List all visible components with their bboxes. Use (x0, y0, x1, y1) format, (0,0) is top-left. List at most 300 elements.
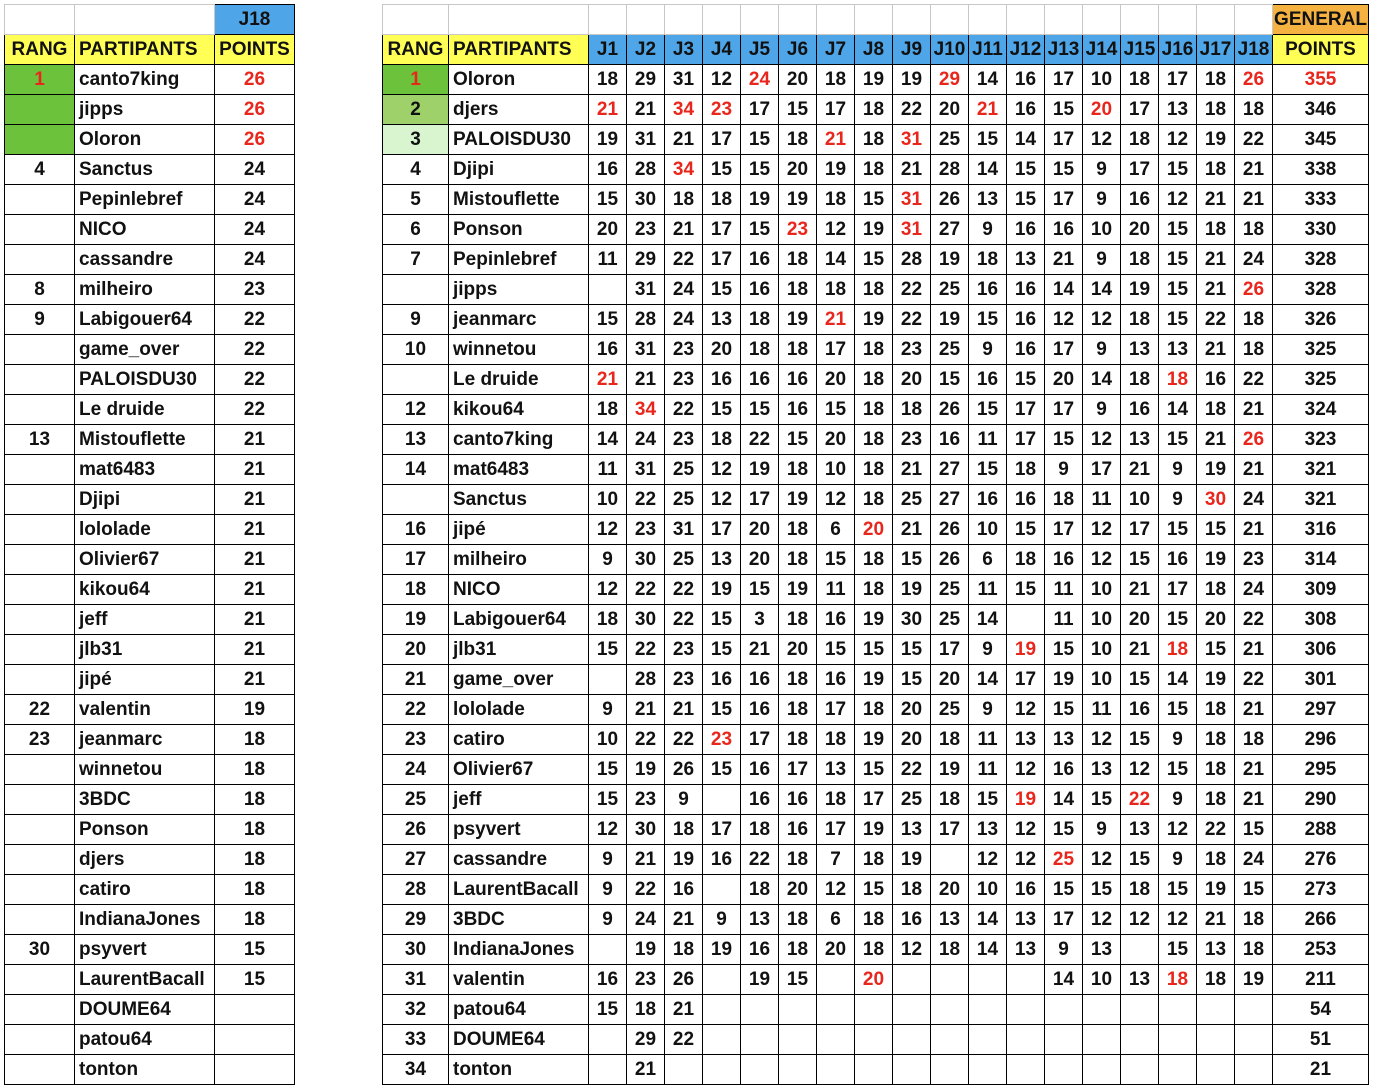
score-cell[interactable]: 12 (1083, 515, 1121, 545)
score-cell[interactable]: 18 (1159, 635, 1197, 665)
score-cell[interactable]: 28 (627, 155, 665, 185)
points-cell[interactable]: 24 (215, 245, 295, 275)
score-cell[interactable] (779, 1055, 817, 1085)
score-cell[interactable]: 10 (1083, 635, 1121, 665)
score-cell[interactable]: 13 (1159, 335, 1197, 365)
score-cell[interactable]: 12 (703, 65, 741, 95)
score-cell[interactable]: 19 (855, 725, 893, 755)
score-cell[interactable]: 14 (1083, 365, 1121, 395)
participant-cell[interactable]: canto7king (75, 65, 215, 95)
score-cell[interactable]: 18 (1045, 485, 1083, 515)
score-cell[interactable]: 19 (779, 485, 817, 515)
participant-cell[interactable]: LaurentBacall (75, 965, 215, 995)
score-cell[interactable]: 23 (627, 785, 665, 815)
rank-cell[interactable]: 8 (5, 275, 75, 305)
score-cell[interactable]: 12 (1083, 545, 1121, 575)
rank-cell[interactable] (383, 365, 449, 395)
score-cell[interactable]: 11 (969, 755, 1007, 785)
score-cell[interactable] (817, 965, 855, 995)
total-points-cell[interactable]: 211 (1273, 965, 1369, 995)
score-cell[interactable]: 25 (893, 485, 931, 515)
score-cell[interactable]: 21 (627, 365, 665, 395)
score-cell[interactable]: 23 (665, 635, 703, 665)
score-cell[interactable]: 13 (1121, 815, 1159, 845)
score-cell[interactable]: 28 (627, 305, 665, 335)
score-cell[interactable] (969, 965, 1007, 995)
score-cell[interactable]: 17 (779, 755, 817, 785)
total-points-cell[interactable]: 325 (1273, 365, 1369, 395)
score-cell[interactable]: 15 (1159, 695, 1197, 725)
score-cell[interactable]: 13 (817, 755, 855, 785)
score-cell[interactable]: 15 (703, 155, 741, 185)
total-points-cell[interactable]: 266 (1273, 905, 1369, 935)
score-cell[interactable]: 23 (665, 425, 703, 455)
score-cell[interactable]: 15 (817, 395, 855, 425)
col-participant-header[interactable]: PARTIPANTS (75, 35, 215, 65)
score-cell[interactable] (589, 935, 627, 965)
score-cell[interactable]: 18 (1197, 845, 1235, 875)
score-cell[interactable]: 19 (1197, 545, 1235, 575)
score-cell[interactable]: 15 (1159, 155, 1197, 185)
score-cell[interactable]: 20 (893, 365, 931, 395)
score-cell[interactable] (1007, 995, 1045, 1025)
score-cell[interactable]: 11 (589, 245, 627, 275)
total-points-cell[interactable]: 276 (1273, 845, 1369, 875)
rank-cell[interactable] (5, 905, 75, 935)
score-cell[interactable]: 22 (665, 575, 703, 605)
total-points-cell[interactable]: 54 (1273, 995, 1369, 1025)
score-cell[interactable]: 11 (969, 725, 1007, 755)
total-points-cell[interactable]: 308 (1273, 605, 1369, 635)
score-cell[interactable]: 16 (703, 665, 741, 695)
points-cell[interactable]: 21 (215, 455, 295, 485)
score-cell[interactable]: 12 (703, 485, 741, 515)
participant-cell[interactable]: kikou64 (449, 395, 589, 425)
score-cell[interactable]: 9 (703, 905, 741, 935)
score-cell[interactable]: 19 (627, 755, 665, 785)
score-cell[interactable]: 18 (779, 905, 817, 935)
score-cell[interactable]: 21 (1197, 425, 1235, 455)
score-cell[interactable]: 19 (1007, 635, 1045, 665)
score-cell[interactable]: 13 (893, 815, 931, 845)
score-cell[interactable]: 25 (665, 455, 703, 485)
score-cell[interactable]: 19 (779, 185, 817, 215)
score-cell[interactable]: 31 (893, 125, 931, 155)
score-cell[interactable]: 12 (1083, 845, 1121, 875)
participant-cell[interactable]: 3BDC (75, 785, 215, 815)
header-spacer[interactable] (627, 5, 665, 35)
score-cell[interactable]: 21 (1235, 785, 1273, 815)
score-cell[interactable]: 14 (589, 425, 627, 455)
rank-cell[interactable] (5, 575, 75, 605)
score-cell[interactable]: 23 (627, 215, 665, 245)
score-cell[interactable]: 19 (779, 575, 817, 605)
score-cell[interactable]: 10 (1083, 215, 1121, 245)
score-cell[interactable]: 13 (741, 905, 779, 935)
score-cell[interactable] (1197, 995, 1235, 1025)
score-cell[interactable]: 15 (1007, 155, 1045, 185)
rank-cell[interactable]: 14 (383, 455, 449, 485)
score-cell[interactable]: 15 (1007, 185, 1045, 215)
rank-cell[interactable]: 30 (5, 935, 75, 965)
score-cell[interactable]: 9 (1159, 845, 1197, 875)
rank-cell[interactable] (5, 95, 75, 125)
total-points-cell[interactable]: 345 (1273, 125, 1369, 155)
score-cell[interactable]: 16 (1045, 545, 1083, 575)
score-cell[interactable]: 26 (1235, 275, 1273, 305)
header-spacer[interactable] (817, 5, 855, 35)
score-cell[interactable]: 23 (665, 335, 703, 365)
participant-cell[interactable]: catiro (75, 875, 215, 905)
score-cell[interactable]: 20 (1121, 215, 1159, 245)
round-header-j16[interactable]: J16 (1159, 35, 1197, 65)
score-cell[interactable]: 12 (1159, 185, 1197, 215)
participant-cell[interactable]: Mistouflette (449, 185, 589, 215)
rank-cell[interactable] (5, 995, 75, 1025)
score-cell[interactable]: 20 (1197, 605, 1235, 635)
score-cell[interactable] (931, 965, 969, 995)
score-cell[interactable]: 19 (741, 965, 779, 995)
score-cell[interactable] (703, 785, 741, 815)
score-cell[interactable] (665, 1055, 703, 1085)
score-cell[interactable]: 18 (779, 845, 817, 875)
score-cell[interactable]: 20 (893, 725, 931, 755)
score-cell[interactable]: 15 (589, 305, 627, 335)
points-cell[interactable]: 21 (215, 635, 295, 665)
col-rank-header[interactable]: RANG (5, 35, 75, 65)
score-cell[interactable]: 18 (855, 935, 893, 965)
score-cell[interactable]: 18 (1197, 95, 1235, 125)
rank-cell[interactable] (5, 395, 75, 425)
rank-cell[interactable] (5, 245, 75, 275)
participant-cell[interactable]: lololade (75, 515, 215, 545)
score-cell[interactable]: 21 (1235, 515, 1273, 545)
round-header-j15[interactable]: J15 (1121, 35, 1159, 65)
score-cell[interactable]: 28 (931, 155, 969, 185)
score-cell[interactable]: 16 (741, 275, 779, 305)
score-cell[interactable]: 18 (1159, 965, 1197, 995)
score-cell[interactable]: 19 (1121, 275, 1159, 305)
score-cell[interactable]: 15 (855, 875, 893, 905)
score-cell[interactable]: 18 (589, 395, 627, 425)
score-cell[interactable]: 23 (665, 365, 703, 395)
round-header-j4[interactable]: J4 (703, 35, 741, 65)
participant-cell[interactable]: Labigouer64 (75, 305, 215, 335)
score-cell[interactable]: 15 (589, 755, 627, 785)
score-cell[interactable]: 18 (1235, 905, 1273, 935)
rank-cell[interactable] (383, 275, 449, 305)
score-cell[interactable]: 19 (893, 845, 931, 875)
header-spacer[interactable] (741, 5, 779, 35)
rank-cell[interactable] (5, 785, 75, 815)
score-cell[interactable]: 21 (1235, 455, 1273, 485)
score-cell[interactable] (969, 995, 1007, 1025)
score-cell[interactable]: 19 (627, 935, 665, 965)
score-cell[interactable]: 15 (855, 185, 893, 215)
score-cell[interactable]: 18 (741, 335, 779, 365)
score-cell[interactable]: 15 (893, 635, 931, 665)
rank-cell[interactable]: 30 (383, 935, 449, 965)
total-points-cell[interactable]: 338 (1273, 155, 1369, 185)
score-cell[interactable]: 19 (665, 845, 703, 875)
score-cell[interactable]: 18 (589, 65, 627, 95)
score-cell[interactable]: 21 (893, 455, 931, 485)
col-points-header[interactable]: POINTS (1273, 35, 1369, 65)
score-cell[interactable]: 22 (665, 725, 703, 755)
score-cell[interactable] (855, 995, 893, 1025)
score-cell[interactable]: 18 (779, 275, 817, 305)
score-cell[interactable]: 17 (1045, 395, 1083, 425)
score-cell[interactable]: 15 (893, 665, 931, 695)
score-cell[interactable]: 17 (1045, 65, 1083, 95)
score-cell[interactable]: 21 (1235, 755, 1273, 785)
score-cell[interactable]: 16 (1197, 365, 1235, 395)
round-header-j13[interactable]: J13 (1045, 35, 1083, 65)
score-cell[interactable]: 18 (1197, 65, 1235, 95)
points-cell[interactable]: 22 (215, 365, 295, 395)
score-cell[interactable] (589, 275, 627, 305)
score-cell[interactable]: 11 (589, 455, 627, 485)
score-cell[interactable]: 22 (665, 1025, 703, 1055)
score-cell[interactable]: 19 (931, 245, 969, 275)
score-cell[interactable]: 24 (741, 65, 779, 95)
score-cell[interactable]: 19 (855, 215, 893, 245)
score-cell[interactable]: 15 (741, 575, 779, 605)
total-points-cell[interactable]: 346 (1273, 95, 1369, 125)
round-header-j14[interactable]: J14 (1083, 35, 1121, 65)
score-cell[interactable]: 18 (1197, 215, 1235, 245)
score-cell[interactable]: 19 (779, 305, 817, 335)
score-cell[interactable]: 10 (589, 485, 627, 515)
rank-cell[interactable]: 20 (383, 635, 449, 665)
score-cell[interactable]: 9 (1159, 485, 1197, 515)
score-cell[interactable]: 15 (931, 365, 969, 395)
total-points-cell[interactable]: 323 (1273, 425, 1369, 455)
score-cell[interactable] (703, 1055, 741, 1085)
participant-cell[interactable]: Pepinlebref (75, 185, 215, 215)
score-cell[interactable]: 22 (893, 275, 931, 305)
score-cell[interactable]: 12 (1083, 725, 1121, 755)
score-cell[interactable]: 18 (1235, 215, 1273, 245)
participant-cell[interactable]: game_over (75, 335, 215, 365)
rank-cell[interactable]: 34 (383, 1055, 449, 1085)
score-cell[interactable]: 15 (855, 245, 893, 275)
score-cell[interactable]: 24 (627, 425, 665, 455)
total-points-cell[interactable]: 51 (1273, 1025, 1369, 1055)
score-cell[interactable] (1197, 1025, 1235, 1055)
score-cell[interactable]: 20 (931, 665, 969, 695)
participant-cell[interactable]: jipps (449, 275, 589, 305)
score-cell[interactable]: 15 (1045, 635, 1083, 665)
total-points-cell[interactable]: 295 (1273, 755, 1369, 785)
score-cell[interactable]: 16 (779, 365, 817, 395)
score-cell[interactable] (1083, 995, 1121, 1025)
total-points-cell[interactable]: 355 (1273, 65, 1369, 95)
score-cell[interactable]: 22 (665, 245, 703, 275)
score-cell[interactable]: 19 (855, 305, 893, 335)
participant-cell[interactable]: jlb31 (449, 635, 589, 665)
score-cell[interactable]: 9 (969, 335, 1007, 365)
score-cell[interactable]: 26 (931, 545, 969, 575)
points-cell[interactable] (215, 995, 295, 1025)
score-cell[interactable]: 16 (741, 785, 779, 815)
score-cell[interactable]: 21 (627, 95, 665, 125)
score-cell[interactable]: 18 (1197, 755, 1235, 785)
score-cell[interactable]: 15 (589, 785, 627, 815)
score-cell[interactable]: 26 (931, 185, 969, 215)
score-cell[interactable]: 18 (665, 185, 703, 215)
score-cell[interactable]: 18 (779, 725, 817, 755)
score-cell[interactable]: 16 (741, 695, 779, 725)
score-cell[interactable]: 16 (817, 665, 855, 695)
score-cell[interactable]: 15 (779, 965, 817, 995)
participant-cell[interactable]: cassandre (75, 245, 215, 275)
score-cell[interactable]: 15 (589, 995, 627, 1025)
round-header-j1[interactable]: J1 (589, 35, 627, 65)
score-cell[interactable]: 15 (1197, 635, 1235, 665)
score-cell[interactable]: 15 (1197, 515, 1235, 545)
score-cell[interactable]: 23 (627, 965, 665, 995)
participant-cell[interactable]: jipé (75, 665, 215, 695)
score-cell[interactable]: 21 (1197, 185, 1235, 215)
score-cell[interactable] (893, 1055, 931, 1085)
score-cell[interactable]: 12 (1007, 845, 1045, 875)
rank-cell[interactable] (5, 845, 75, 875)
participant-cell[interactable]: jeff (75, 605, 215, 635)
rank-cell[interactable]: 27 (383, 845, 449, 875)
score-cell[interactable]: 15 (969, 125, 1007, 155)
score-cell[interactable]: 12 (1007, 695, 1045, 725)
participant-cell[interactable]: Sanctus (75, 155, 215, 185)
score-cell[interactable]: 17 (1121, 95, 1159, 125)
total-points-cell[interactable]: 333 (1273, 185, 1369, 215)
rank-cell[interactable]: 23 (383, 725, 449, 755)
score-cell[interactable]: 15 (741, 395, 779, 425)
score-cell[interactable]: 24 (1235, 485, 1273, 515)
score-cell[interactable]: 16 (893, 905, 931, 935)
score-cell[interactable]: 18 (855, 335, 893, 365)
score-cell[interactable]: 18 (779, 695, 817, 725)
score-cell[interactable]: 14 (969, 65, 1007, 95)
rank-cell[interactable] (5, 755, 75, 785)
score-cell[interactable]: 18 (1235, 725, 1273, 755)
participant-cell[interactable]: valentin (75, 695, 215, 725)
participant-cell[interactable]: djers (75, 845, 215, 875)
participant-cell[interactable]: milheiro (449, 545, 589, 575)
participant-cell[interactable]: tonton (75, 1055, 215, 1085)
participant-cell[interactable]: winnetou (75, 755, 215, 785)
score-cell[interactable]: 13 (1007, 905, 1045, 935)
score-cell[interactable]: 17 (741, 485, 779, 515)
participant-cell[interactable]: PALOISDU30 (75, 365, 215, 395)
participant-cell[interactable]: 3BDC (449, 905, 589, 935)
rank-cell[interactable] (5, 605, 75, 635)
total-points-cell[interactable]: 253 (1273, 935, 1369, 965)
score-cell[interactable]: 19 (817, 155, 855, 185)
round-header[interactable]: J18 (215, 5, 295, 35)
score-cell[interactable]: 15 (741, 155, 779, 185)
participant-cell[interactable]: psyvert (449, 815, 589, 845)
total-points-cell[interactable]: 290 (1273, 785, 1369, 815)
score-cell[interactable]: 15 (1159, 245, 1197, 275)
score-cell[interactable]: 29 (627, 245, 665, 275)
score-cell[interactable]: 23 (703, 95, 741, 125)
score-cell[interactable]: 11 (969, 575, 1007, 605)
header-spacer[interactable] (449, 5, 589, 35)
score-cell[interactable]: 18 (1197, 785, 1235, 815)
score-cell[interactable]: 18 (779, 125, 817, 155)
header-spacer[interactable] (1083, 5, 1121, 35)
score-cell[interactable]: 18 (893, 875, 931, 905)
total-points-cell[interactable]: 328 (1273, 245, 1369, 275)
score-cell[interactable]: 18 (931, 785, 969, 815)
score-cell[interactable]: 16 (1007, 275, 1045, 305)
score-cell[interactable]: 18 (1197, 155, 1235, 185)
rank-cell[interactable]: 2 (383, 95, 449, 125)
score-cell[interactable]: 22 (893, 305, 931, 335)
points-cell[interactable]: 21 (215, 485, 295, 515)
score-cell[interactable] (969, 1025, 1007, 1055)
score-cell[interactable]: 16 (703, 365, 741, 395)
score-cell[interactable] (1045, 1025, 1083, 1055)
score-cell[interactable]: 19 (1235, 965, 1273, 995)
score-cell[interactable]: 15 (1083, 875, 1121, 905)
score-cell[interactable]: 18 (1197, 965, 1235, 995)
score-cell[interactable] (1007, 605, 1045, 635)
total-points-cell[interactable]: 301 (1273, 665, 1369, 695)
score-cell[interactable]: 15 (1045, 425, 1083, 455)
score-cell[interactable]: 19 (1045, 665, 1083, 695)
score-cell[interactable]: 22 (1197, 815, 1235, 845)
score-cell[interactable]: 15 (855, 635, 893, 665)
score-cell[interactable] (817, 1055, 855, 1085)
score-cell[interactable]: 20 (1121, 605, 1159, 635)
points-cell[interactable]: 18 (215, 755, 295, 785)
score-cell[interactable]: 24 (627, 905, 665, 935)
participant-cell[interactable]: jipps (75, 95, 215, 125)
score-cell[interactable]: 25 (931, 605, 969, 635)
score-cell[interactable]: 16 (1007, 305, 1045, 335)
score-cell[interactable]: 21 (665, 695, 703, 725)
score-cell[interactable]: 15 (817, 635, 855, 665)
participant-cell[interactable]: Oloron (449, 65, 589, 95)
score-cell[interactable]: 22 (893, 755, 931, 785)
score-cell[interactable]: 20 (817, 425, 855, 455)
score-cell[interactable]: 14 (969, 605, 1007, 635)
score-cell[interactable]: 9 (589, 905, 627, 935)
score-cell[interactable]: 12 (1007, 755, 1045, 785)
participant-cell[interactable]: Olivier67 (449, 755, 589, 785)
score-cell[interactable]: 22 (665, 395, 703, 425)
score-cell[interactable]: 25 (665, 485, 703, 515)
score-cell[interactable]: 16 (969, 365, 1007, 395)
score-cell[interactable]: 25 (931, 275, 969, 305)
score-cell[interactable]: 29 (931, 65, 969, 95)
score-cell[interactable]: 7 (817, 845, 855, 875)
total-points-cell[interactable]: 325 (1273, 335, 1369, 365)
rank-cell[interactable] (5, 185, 75, 215)
score-cell[interactable]: 18 (855, 395, 893, 425)
score-cell[interactable]: 10 (969, 515, 1007, 545)
score-cell[interactable]: 34 (665, 155, 703, 185)
header-spacer[interactable] (703, 5, 741, 35)
round-header-j3[interactable]: J3 (665, 35, 703, 65)
score-cell[interactable]: 15 (969, 455, 1007, 485)
score-cell[interactable] (1045, 995, 1083, 1025)
participant-cell[interactable]: Mistouflette (75, 425, 215, 455)
score-cell[interactable]: 20 (893, 695, 931, 725)
score-cell[interactable]: 22 (1235, 665, 1273, 695)
